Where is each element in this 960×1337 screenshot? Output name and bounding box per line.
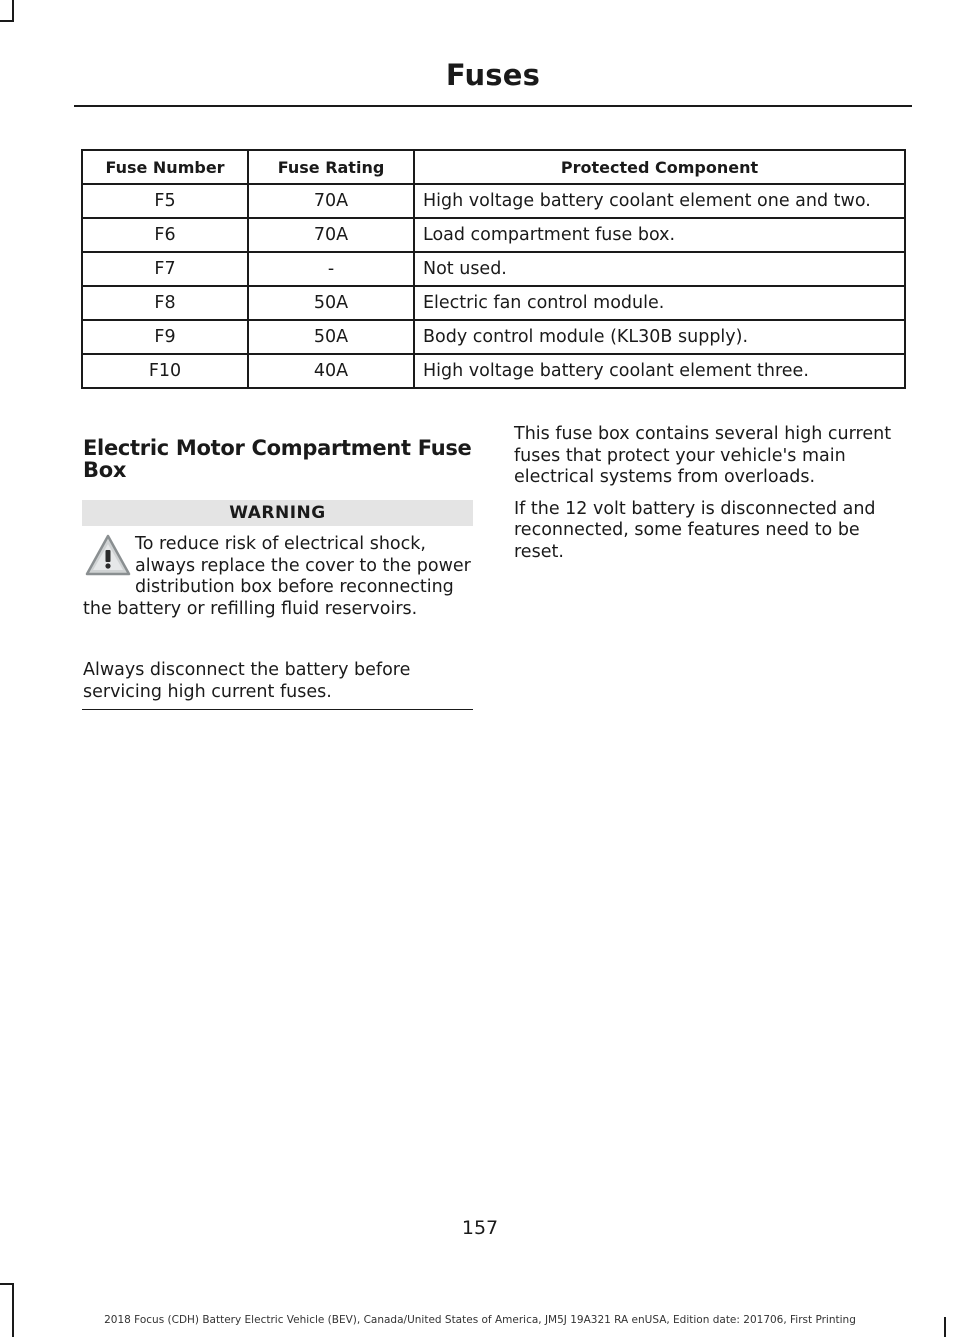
icon-spacer — [83, 534, 135, 598]
fuse-number-cell: F7 — [82, 252, 248, 286]
fuse-rating-cell: 70A — [248, 218, 414, 252]
table-row — [82, 184, 905, 218]
fuse-number-cell: F6 — [82, 218, 248, 252]
fuse-rating-cell: - — [248, 252, 414, 286]
table-header-row — [82, 150, 905, 184]
protected-component-cell: High voltage battery coolant element one and two. — [414, 184, 905, 218]
crop-mark-bottom-left-v — [12, 1283, 14, 1337]
crop-mark-bottom-left-h — [0, 1283, 14, 1285]
table-row — [82, 218, 905, 252]
table-row — [82, 286, 905, 320]
warning-banner: WARNING — [82, 500, 473, 526]
protected-component-cell: Body control module (KL30B supply). — [414, 320, 905, 354]
protected-component-cell: Electric fan control module. — [414, 286, 905, 320]
section-divider — [82, 709, 473, 710]
fuse-rating-cell: 40A — [248, 354, 414, 388]
protected-component-cell: High voltage battery coolant element three. — [414, 354, 905, 388]
warning-text: To reduce risk of electrical shock, always replace the cover to the power distribution box before reconnecting the battery or refilling fluid reservoirs. — [83, 534, 471, 619]
table-row — [82, 354, 905, 388]
warning-text-block — [83, 534, 475, 620]
right-column — [514, 424, 910, 573]
protected-component-cell: Load compartment fuse box. — [414, 218, 905, 252]
fuse-number-cell: F5 — [82, 184, 248, 218]
fuse-rating-cell: 50A — [248, 286, 414, 320]
section-heading: Electric Motor Compartment Fuse Box — [83, 436, 472, 482]
column-header-fuse-number: Fuse Number — [82, 150, 248, 184]
footer-text: 2018 Focus (CDH) Battery Electric Vehicle (BEV), Canada/United States of America, JM5J 19A321 RA enUSA, Edition date: 201706, First Printing — [104, 1314, 856, 1326]
fuse-number-cell: F9 — [82, 320, 248, 354]
fuse-box-description: This fuse box contains several high current fuses that protect your vehicle's main electrical systems from overloads. — [514, 424, 892, 487]
fuse-table — [81, 149, 906, 389]
servicing-paragraph: Always disconnect the battery before servicing high current fuses. — [83, 660, 411, 702]
table-row — [82, 320, 905, 354]
page-title: Fuses — [445, 58, 541, 92]
crop-mark-top-left-v — [12, 0, 14, 22]
table-row — [82, 252, 905, 286]
fuse-number-cell: F10 — [82, 354, 248, 388]
page-number: 157 — [461, 1217, 499, 1239]
column-header-protected-component: Protected Component — [414, 150, 905, 184]
protected-component-cell: Not used. — [414, 252, 905, 286]
fuse-number-cell: F8 — [82, 286, 248, 320]
column-header-fuse-rating: Fuse Rating — [248, 150, 414, 184]
header-divider — [74, 105, 912, 107]
fuse-rating-cell: 50A — [248, 320, 414, 354]
fuse-rating-cell: 70A — [248, 184, 414, 218]
crop-mark-top-left-h — [0, 20, 14, 22]
battery-reset-note: If the 12 volt battery is disconnected and reconnected, some features need to be reset. — [514, 498, 876, 562]
